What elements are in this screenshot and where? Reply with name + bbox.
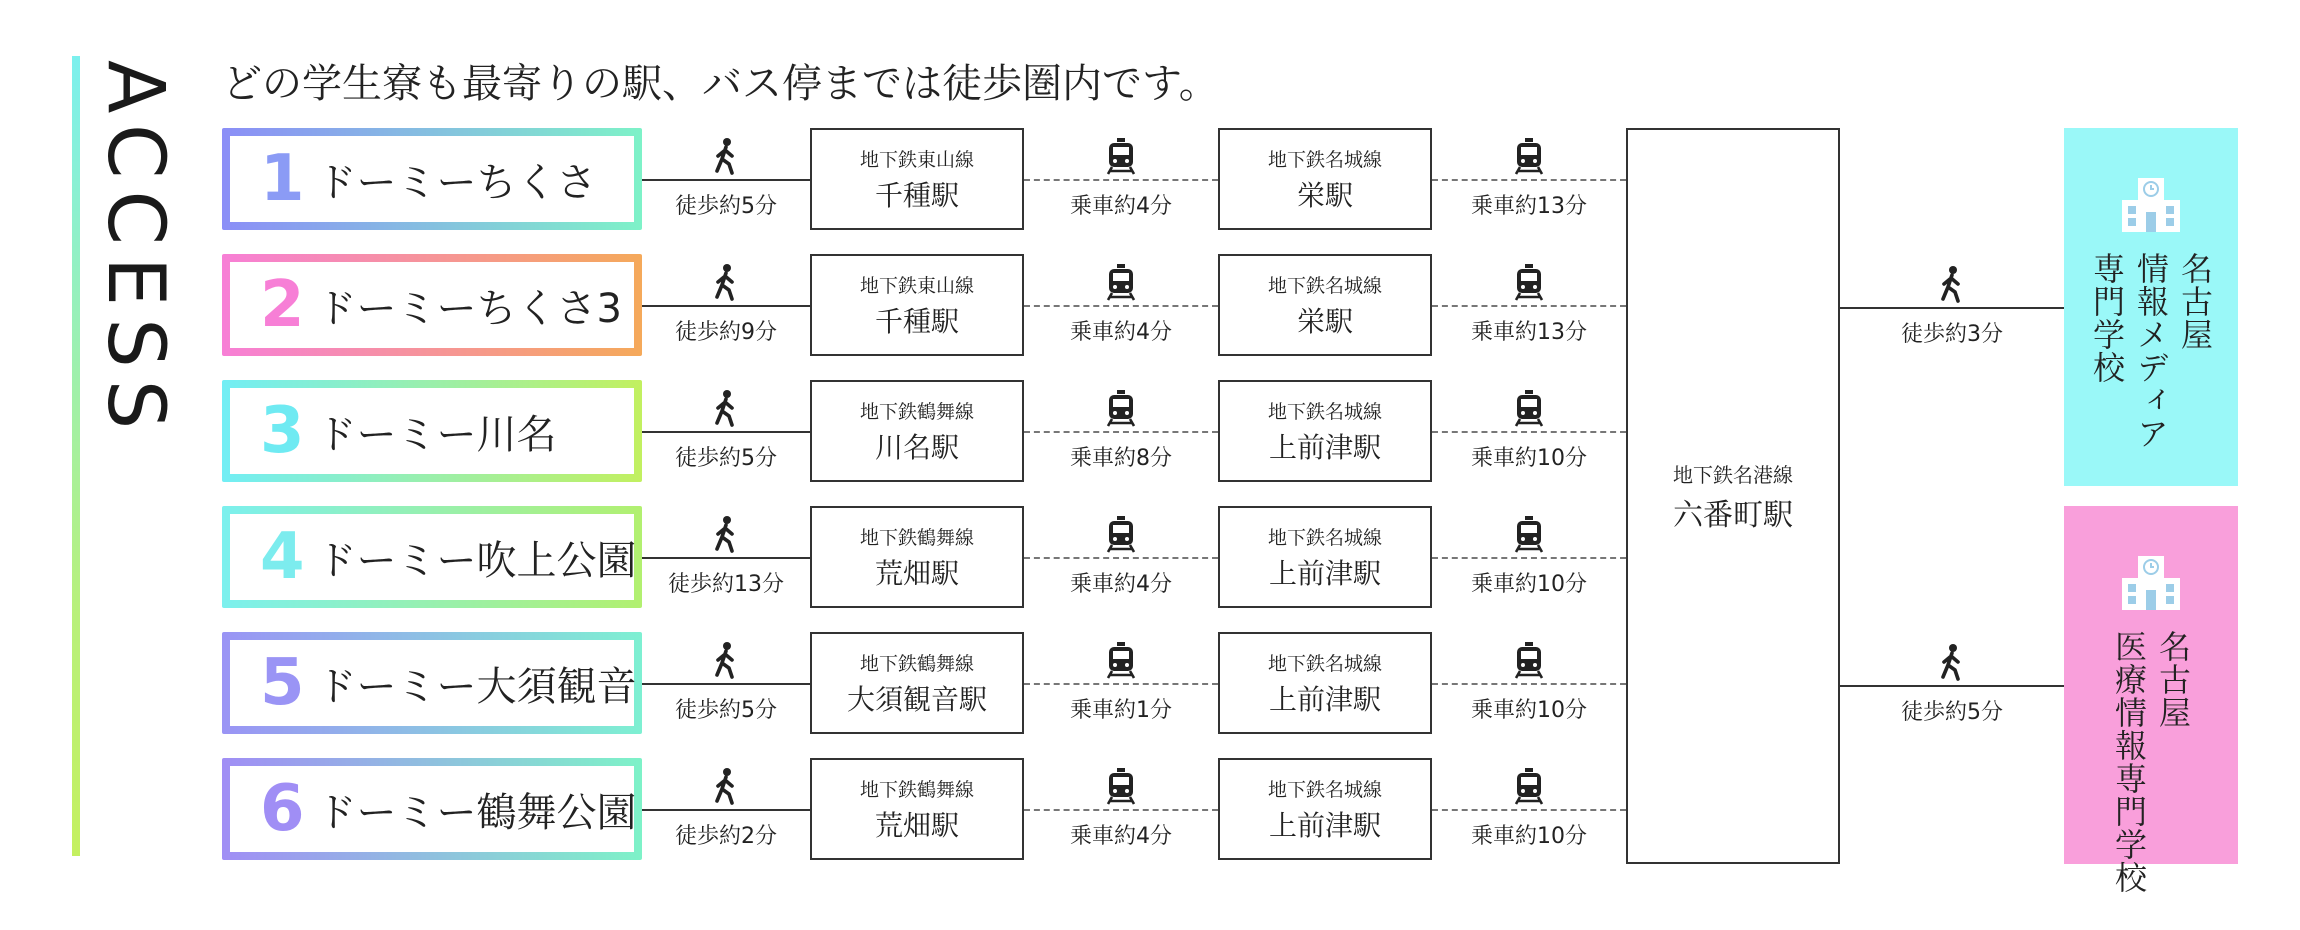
station-name: 上前津駅	[1268, 430, 1381, 464]
intro-text: どの学生寮も最寄りの駅、バス停までは徒歩圏内です。	[222, 61, 1219, 107]
school-building-icon	[2120, 172, 2182, 234]
walk-time: 徒歩約13分	[668, 572, 784, 597]
dorm-number: 6	[260, 772, 305, 846]
ride-time: 乗車約4分	[1070, 572, 1172, 597]
station-name: 荒畑駅	[874, 556, 959, 590]
station-line: 地下鉄鶴舞線	[859, 652, 974, 675]
school-name-part: 名古屋	[2176, 252, 2214, 351]
station-line: 地下鉄鶴舞線	[859, 526, 974, 549]
ride-time: 乗車約1分	[1070, 698, 1172, 723]
station-line: 地下鉄鶴舞線	[859, 778, 974, 801]
dorm-number: 3	[260, 394, 305, 468]
train-icon	[1511, 767, 1547, 805]
hub-station-name: 六番町駅	[1673, 497, 1793, 533]
walk-connector	[1840, 307, 2064, 309]
dorm-card-inner	[230, 388, 634, 474]
ride-time: 乗車約13分	[1471, 320, 1587, 345]
station-line: 地下鉄東山線	[859, 148, 974, 171]
ride-time: 乗車約8分	[1070, 446, 1172, 471]
ride-time: 乗車約4分	[1070, 320, 1172, 345]
ride-connector	[1432, 431, 1626, 433]
school-name-part: 医療情報専門学校	[2110, 630, 2148, 894]
school-name-part: 専門学校	[2088, 252, 2126, 384]
train-icon	[1511, 137, 1547, 175]
station-box	[1218, 632, 1432, 734]
station-box	[810, 632, 1024, 734]
walk-time: 徒歩約2分	[675, 824, 777, 849]
school-name	[2111, 630, 2191, 894]
dorm-name: ドーミー吹上公園	[316, 537, 637, 584]
walk-time: 徒歩約5分	[1901, 700, 2003, 725]
station-box	[1218, 128, 1432, 230]
dorm-name: ドーミー大須観音	[316, 663, 637, 710]
dorm-number: 1	[260, 142, 305, 216]
dorm-name: ドーミーちくさ	[316, 159, 597, 206]
walking-person-icon	[1934, 643, 1970, 681]
dorm-card-inner	[230, 766, 637, 852]
station-box	[810, 758, 1024, 860]
dorm-number: 5	[260, 646, 305, 720]
train-icon	[1103, 515, 1139, 553]
ride-time: 乗車約13分	[1471, 194, 1587, 219]
walk-connector	[1840, 685, 2064, 687]
dorm-card-inner	[230, 262, 634, 348]
walk-time: 徒歩約5分	[675, 698, 777, 723]
hub-station-line: 地下鉄名港線	[1673, 462, 1793, 487]
train-icon	[1511, 515, 1547, 553]
school-name-part: 情報メディア	[2132, 252, 2170, 450]
walking-person-icon	[708, 389, 744, 427]
station-name: 大須観音駅	[846, 682, 987, 716]
ride-connector	[1024, 179, 1218, 181]
school-name-part: 名古屋	[2154, 630, 2192, 729]
school-card	[2064, 128, 2238, 486]
station-line: 地下鉄名城線	[1267, 274, 1382, 297]
walking-person-icon	[708, 641, 744, 679]
train-icon	[1511, 641, 1547, 679]
train-icon	[1511, 263, 1547, 301]
station-box	[1218, 506, 1432, 608]
station-name: 上前津駅	[1268, 682, 1381, 716]
walk-connector	[642, 557, 810, 559]
dorm-card	[222, 128, 642, 230]
station-name: 川名駅	[874, 430, 959, 464]
walking-person-icon	[708, 263, 744, 301]
ride-time: 乗車約10分	[1471, 824, 1587, 849]
ride-connector	[1432, 809, 1626, 811]
dorm-card-inner	[230, 136, 634, 222]
dorm-card	[222, 758, 642, 860]
access-title: ACCESS	[90, 60, 180, 442]
dorm-name: ドーミー鶴舞公園	[316, 789, 637, 836]
ride-time: 乗車約4分	[1070, 194, 1172, 219]
walk-connector	[642, 431, 810, 433]
dorm-card	[222, 632, 642, 734]
station-name: 上前津駅	[1268, 808, 1381, 842]
walking-person-icon	[708, 767, 744, 805]
walking-person-icon	[708, 137, 744, 175]
train-icon	[1511, 389, 1547, 427]
school-name	[2089, 252, 2213, 450]
walking-person-icon	[708, 515, 744, 553]
dorm-card-inner	[230, 514, 637, 600]
ride-time: 乗車約10分	[1471, 698, 1587, 723]
train-icon	[1103, 263, 1139, 301]
ride-connector	[1024, 431, 1218, 433]
station-box	[1218, 254, 1432, 356]
station-box	[810, 254, 1024, 356]
station-name: 千種駅	[874, 304, 959, 338]
walk-connector	[642, 305, 810, 307]
station-line: 地下鉄名城線	[1267, 148, 1382, 171]
station-name: 千種駅	[874, 178, 959, 212]
ride-connector	[1024, 683, 1218, 685]
station-line: 地下鉄鶴舞線	[859, 400, 974, 423]
walking-person-icon	[1934, 265, 1970, 303]
station-name: 栄駅	[1296, 178, 1353, 212]
accent-bar	[72, 56, 80, 856]
station-line: 地下鉄名城線	[1267, 526, 1382, 549]
station-line: 地下鉄名城線	[1267, 652, 1382, 675]
dorm-name: ドーミー川名	[316, 411, 557, 458]
dorm-number: 2	[260, 268, 305, 342]
dorm-card	[222, 254, 642, 356]
walk-connector	[642, 809, 810, 811]
school-building-icon	[2120, 550, 2182, 612]
dorm-card-inner	[230, 640, 637, 726]
station-line: 地下鉄東山線	[859, 274, 974, 297]
train-icon	[1103, 641, 1139, 679]
dorm-card	[222, 380, 642, 482]
station-box	[810, 128, 1024, 230]
dorm-name: ドーミーちくさ3	[316, 285, 622, 332]
school-card	[2064, 506, 2238, 894]
station-line: 地下鉄名城線	[1267, 400, 1382, 423]
station-box	[810, 380, 1024, 482]
walk-time: 徒歩約5分	[675, 194, 777, 219]
station-name: 荒畑駅	[874, 808, 959, 842]
ride-connector	[1432, 305, 1626, 307]
walk-time: 徒歩約9分	[675, 320, 777, 345]
train-icon	[1103, 767, 1139, 805]
ride-connector	[1024, 809, 1218, 811]
station-box	[1218, 758, 1432, 860]
dorm-number: 4	[260, 520, 305, 594]
station-line: 地下鉄名城線	[1267, 778, 1382, 801]
dorm-card	[222, 506, 642, 608]
station-box	[810, 506, 1024, 608]
walk-connector	[642, 179, 810, 181]
walk-time: 徒歩約3分	[1901, 322, 2003, 347]
ride-connector	[1432, 557, 1626, 559]
station-name: 栄駅	[1296, 304, 1353, 338]
ride-connector	[1024, 305, 1218, 307]
ride-connector	[1024, 557, 1218, 559]
station-name: 上前津駅	[1268, 556, 1381, 590]
station-box	[1218, 380, 1432, 482]
train-icon	[1103, 389, 1139, 427]
ride-time: 乗車約10分	[1471, 572, 1587, 597]
train-icon	[1103, 137, 1139, 175]
ride-connector	[1432, 683, 1626, 685]
hub-station-rokubancho	[1626, 128, 1840, 864]
ride-connector	[1432, 179, 1626, 181]
ride-time: 乗車約10分	[1471, 446, 1587, 471]
walk-connector	[642, 683, 810, 685]
walk-time: 徒歩約5分	[675, 446, 777, 471]
ride-time: 乗車約4分	[1070, 824, 1172, 849]
